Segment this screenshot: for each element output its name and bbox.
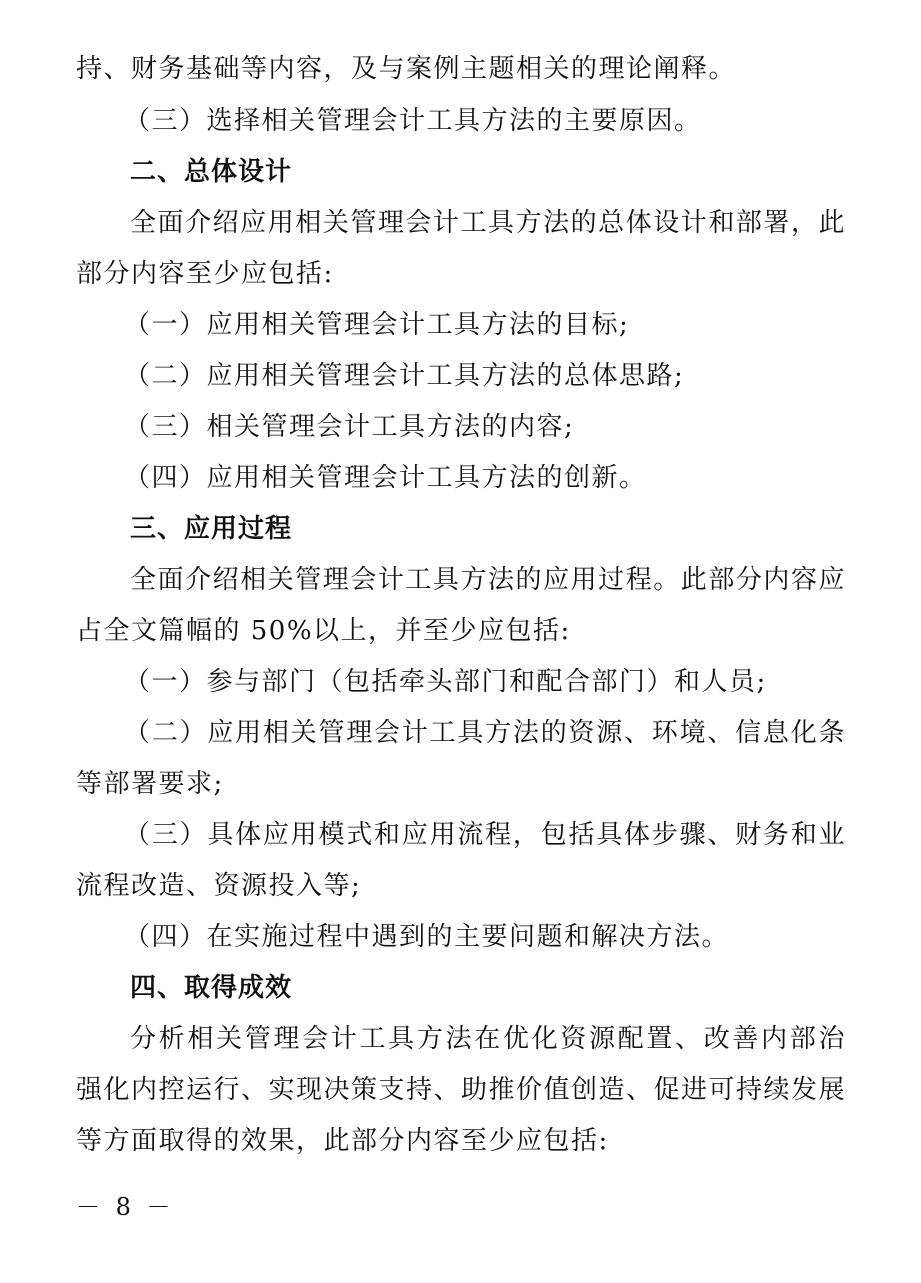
- body-text-line: 部分内容至少应包括:: [76, 259, 334, 289]
- body-text-line: 全面介绍相关管理会计工具方法的应用过程。此部分内容应: [130, 565, 846, 595]
- page-number: － 8 －: [76, 1193, 175, 1221]
- body-text-line: 持、财务基础等内容，及与案例主题相关的理论阐释。: [76, 54, 737, 84]
- list-item: （一）参与部门（包括牵头部门和配合部门）和人员;: [124, 667, 767, 697]
- section-heading: 二、总体设计: [130, 157, 293, 187]
- body-text-line: 全面介绍应用相关管理会计工具方法的总体设计和部署，此: [130, 208, 846, 238]
- list-item: （三）具体应用模式和应用流程，包括具体步骤、财务和业: [124, 820, 846, 850]
- body-text-line: 分析相关管理会计工具方法在优化资源配置、改善内部治: [130, 1024, 846, 1054]
- list-item: （四）在实施过程中遇到的主要问题和解决方法。: [124, 922, 730, 952]
- body-text-line: 占全文篇幅的 50%以上，并至少应包括:: [76, 616, 571, 646]
- section-heading: 四、取得成效: [130, 973, 293, 1003]
- list-item: （二）应用相关管理会计工具方法的资源、环境、信息化条: [124, 718, 846, 748]
- body-text-line: 流程改造、资源投入等;: [76, 871, 362, 901]
- list-item: （三）相关管理会计工具方法的内容;: [124, 412, 575, 442]
- list-item: （四）应用相关管理会计工具方法的创新。: [124, 463, 647, 493]
- body-text-line: 等方面取得的效果，此部分内容至少应包括:: [76, 1126, 609, 1156]
- list-item: （一）应用相关管理会计工具方法的目标;: [124, 310, 630, 340]
- body-text-line: 强化内控运行、实现决策支持、助推价值创造、促进可持续发展: [76, 1075, 846, 1105]
- list-item: （三）选择相关管理会计工具方法的主要原因。: [124, 106, 702, 136]
- list-item: （二）应用相关管理会计工具方法的总体思路;: [124, 361, 685, 391]
- section-heading: 三、应用过程: [130, 514, 293, 544]
- body-text-line: 等部署要求;: [76, 769, 224, 799]
